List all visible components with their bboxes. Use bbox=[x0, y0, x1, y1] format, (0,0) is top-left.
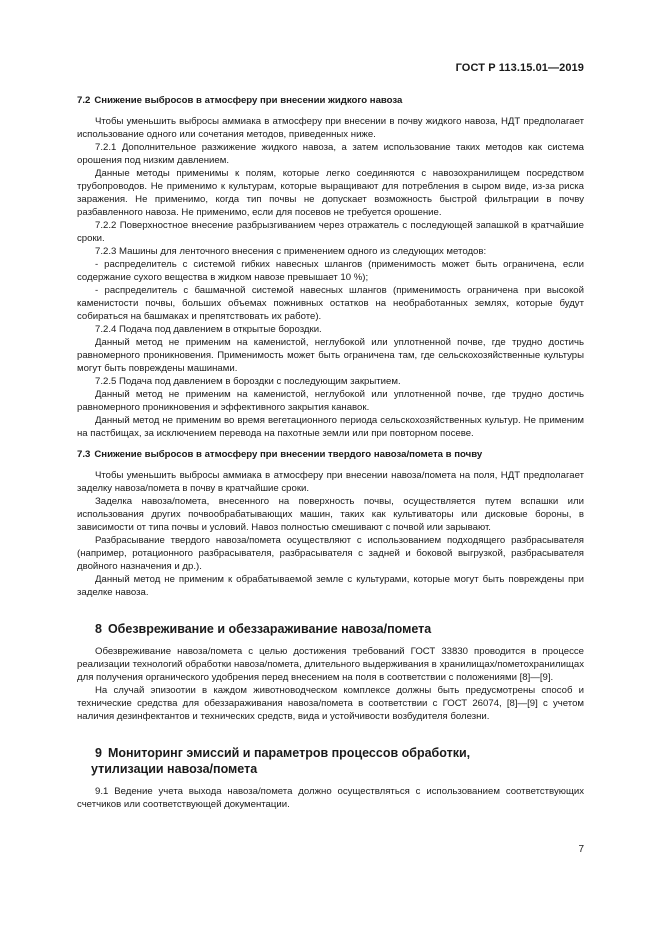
section-title-line-2: утилизации навоза/помета bbox=[91, 762, 258, 776]
paragraph: На случай эпизоотии в каждом животноводческом комплексе должны быть предусмотрены способ и технические средства для обеззараживания навоза/помета в соответствии с ГОСТ 26074, [8]—[9] с учетом наличия дезинфектантов и технических средств, вида и устойчивости возбудителя болезни. bbox=[77, 685, 584, 722]
paragraph: 7.2.3 Машины для ленточного внесения с применением одного из следующих методов: bbox=[95, 246, 487, 257]
paragraph: Чтобы уменьшить выбросы аммиака в атмосферу при внесении в почву жидкого навоза, НДТ предполагает использование одного или сочетания методов, приведенных ниже. bbox=[77, 116, 584, 140]
section-9-heading bbox=[77, 745, 584, 777]
spacer bbox=[77, 599, 584, 621]
subsection-title: Снижение выбросов в атмосферу при внесении жидкого навоза bbox=[94, 95, 403, 106]
paragraph: 9.1 Ведение учета выхода навоза/помета должно осуществляться с использованием соответствующих счетчиков или соответствующей документации. bbox=[77, 786, 584, 810]
subsection-number: 7.2 bbox=[77, 95, 91, 106]
paragraph: Разбрасывание твердого навоза/помета осуществляют с использованием подходящего разбрасывателя (например, ротационного разбрасывателя, разбрасывателя с задней и боковой выгрузкой, разбрасывателя двойного назначения и др.). bbox=[77, 535, 584, 572]
paragraph: 7.2.2 Поверхностное внесение разбрызгиванием через отражатель с последующей запашкой в кратчайшие сроки. bbox=[77, 220, 584, 244]
subsection-7-2-heading bbox=[77, 94, 584, 107]
list-item: - распределитель с системой гибких навесных шлангов (применимость может быть ограничена, если содержание сухого вещества в жидком навозе превышает 10 %); bbox=[77, 259, 584, 283]
paragraph: Данный метод не применим на каменистой, неглубокой или уплотненной почве, где трудно достичь равномерного проникновения и эффективного закрытия канавок. bbox=[77, 389, 584, 413]
list-item: - распределитель с башмачной системой навесных шлангов (применимость ограничена при высокой каменистости почвы, больших объемах пожнивных остатков на необработанных землях, которые будут собираться на башмаках и препятствовать их работе). bbox=[77, 285, 584, 322]
section-title-line-1: Мониторинг эмиссий и параметров процессов обработки, bbox=[107, 746, 471, 760]
paragraph: 7.2.4 Подача под давлением в открытые бороздки. bbox=[95, 324, 322, 335]
section-number: 8 bbox=[95, 622, 102, 636]
paragraph: Обезвреживание навоза/помета с целью достижения требований ГОСТ 33830 проводится в процессе реализации технологий обработки навоза/помета, длительного выдерживания в хранилищах/пометохранилищах для получения органического удобрения перед внесением на поля в соответствии с положениями [8]—[9]. bbox=[77, 646, 584, 683]
spacer bbox=[77, 107, 584, 115]
spacer bbox=[77, 723, 584, 745]
paragraph: Данные методы применимы к полям, которые легко соединяются с навозохранилищем посредством трубопроводов. Не применимо к культурам, которые выращивают для потребления в сыром виде, из-за риска заражения. Не применимо, когда тип почвы не допускает возможность быстрой фильтрации в почву разбавленного навоза. Не применимо, если для посевов не требуется орошение. bbox=[77, 168, 584, 218]
section-8-heading bbox=[77, 621, 584, 637]
section-number: 9 bbox=[95, 746, 102, 760]
page-content bbox=[77, 94, 584, 811]
section-title: Обезвреживание и обеззараживание навоза/помета bbox=[107, 622, 432, 636]
paragraph: 7.2.1 Дополнительное разжижение жидкого навоза, а затем использование таких методов как система орошения под низким давлением. bbox=[77, 142, 584, 166]
paragraph: 7.2.5 Подача под давлением в бороздки с последующим закрытием. bbox=[95, 376, 401, 387]
paragraph: Данный метод не применим во время вегетационного периода сельскохозяйственных культур. Не применим на пастбищах, за исключением перевода на пахотные земли или при повторном посеве. bbox=[77, 415, 584, 439]
paragraph: Чтобы уменьшить выбросы аммиака в атмосферу при внесении навоза/помета на поля, НДТ предполагает заделку навоза/помета в почву в кратчайшие сроки. bbox=[77, 470, 584, 494]
page-number: 7 bbox=[578, 844, 584, 855]
subsection-7-3-heading bbox=[77, 448, 584, 461]
subsection-number: 7.3 bbox=[77, 449, 91, 460]
spacer bbox=[77, 461, 584, 469]
document-code: ГОСТ Р 113.15.01—2019 bbox=[455, 62, 584, 74]
spacer bbox=[77, 637, 584, 645]
paragraph: Заделка навоза/помета, внесенного на поверхность почвы, осуществляется путем вспашки или использования других почвообрабатывающих машин, таких как культиваторы или дисковые бороны, в зависимости от типа почвы и условий. Навоз полностью смешивают с почвой или зарывают. bbox=[77, 496, 584, 533]
paragraph: Данный метод не применим на каменистой, неглубокой или уплотненной почве, где трудно достичь равномерного проникновения. Применимость может быть ограничена там, где сельскохозяйственные культуры могут быть повреждены машинами. bbox=[77, 337, 584, 374]
spacer bbox=[77, 777, 584, 785]
subsection-title: Снижение выбросов в атмосферу при внесении твердого навоза/помета в почву bbox=[94, 449, 483, 460]
paragraph: Данный метод не применим к обрабатываемой земле с культурами, которые могут быть повреждены при заделке навоза. bbox=[77, 574, 584, 598]
spacer bbox=[77, 440, 584, 448]
